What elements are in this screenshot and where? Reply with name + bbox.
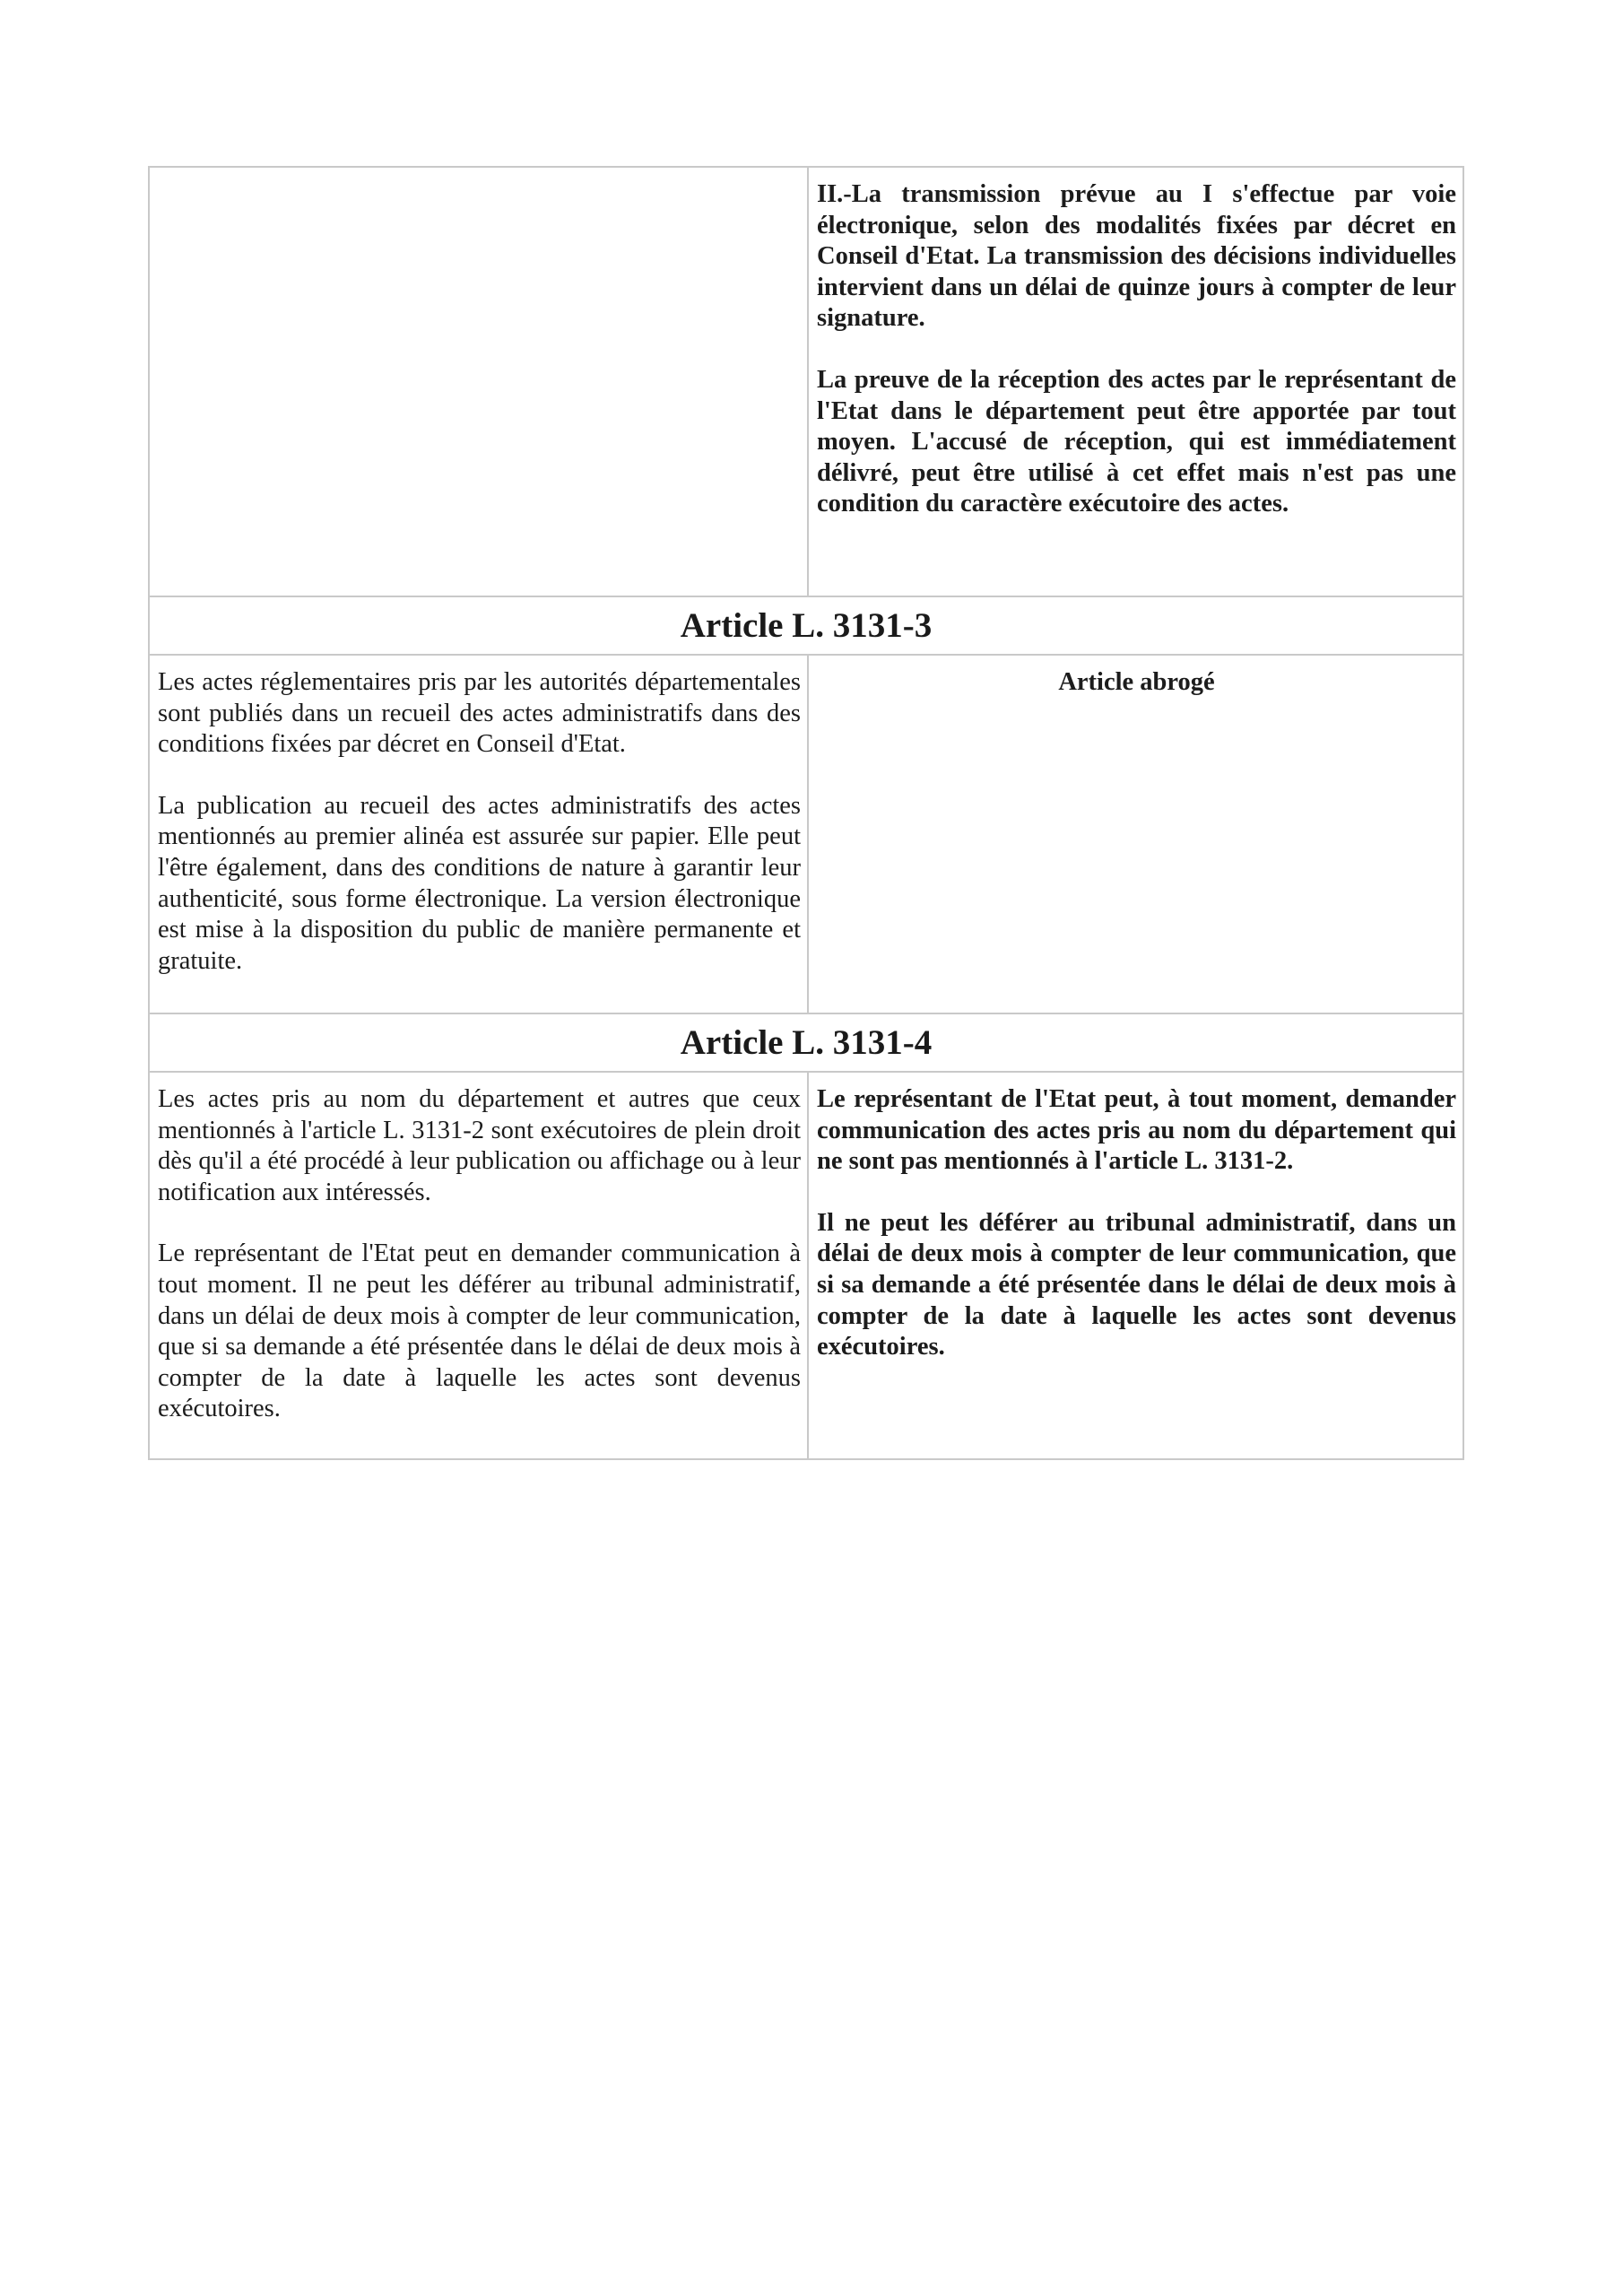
article-title: Article L. 3131-4: [680, 1023, 933, 1062]
new-text-cell: [809, 1073, 1462, 1458]
table-row-continuation: [150, 168, 1462, 596]
paragraph: Les actes pris au nom du département et autres que ceux mentionnés à l'article L. 3131-2 sont exécutoires de plein droit dès qu'il a été procédé à leur publication ou affichage ou à leur notification aux intéressés.: [158, 1085, 801, 1206]
comparison-table: [148, 166, 1464, 1460]
paragraph: Il ne peut les déférer au tribunal administratif, dans un délai de deux mois à compter de leur communication, que si sa demande a été présentée dans le délai de deux mois à compter de la date à laquelle les actes sont devenus exécutoires.: [817, 1208, 1456, 1361]
table-row: [150, 654, 1462, 1013]
paragraph: Les actes réglementaires pris par les autorités départementales sont publiés dans un recueil des actes administratifs dans des conditions fixées par décret en Conseil d'Etat.: [158, 668, 801, 759]
current-text-cell: [150, 1073, 809, 1458]
paragraph: La publication au recueil des actes administratifs des actes mentionnés au premier alinéa est assurée sur papier. Elle peut l'être également, dans des conditions de nature à garantir leur authenticité, sous forme électronique. La version électronique est mise à la disposition du public de manière permanente et gratuite.: [158, 791, 801, 975]
article-title: Article L. 3131-3: [680, 606, 933, 645]
article-header-row: [150, 1013, 1462, 1071]
paragraph: II.-La transmission prévue au I s'effectue par voie électronique, selon des modalités fixées par décret en Conseil d'Etat. La transmission des décisions individuelles intervient dans un délai de quinze jours à compter de leur signature.: [817, 180, 1456, 333]
paragraph: Le représentant de l'Etat peut, à tout moment, demander communication des actes pris au nom du département qui ne sont pas mentionnés à l'article L. 3131-2.: [817, 1085, 1456, 1176]
paragraph: La preuve de la réception des actes par le représentant de l'Etat dans le département peut être apportée par tout moyen. L'accusé de réception, qui est immédiatement délivré, peut être utilisé à cet effet mais n'est pas une condition du caractère exécutoire des actes.: [817, 365, 1456, 518]
paragraph: Le représentant de l'Etat peut en demander communication à tout moment. Il ne peut les déférer au tribunal administratif, dans un délai de deux mois à compter de leur communication, que si sa demande a été présentée dans le délai de deux mois à compter de la date à laquelle les actes sont devenus exécutoires.: [158, 1239, 801, 1423]
new-text-cell: [809, 168, 1462, 596]
article-header-row: [150, 596, 1462, 654]
new-text-cell: [809, 656, 1462, 1013]
current-text-cell: [150, 168, 809, 596]
repealed-note: Article abrogé: [1058, 668, 1215, 696]
table-row: [150, 1071, 1462, 1458]
current-text-cell: [150, 656, 809, 1013]
